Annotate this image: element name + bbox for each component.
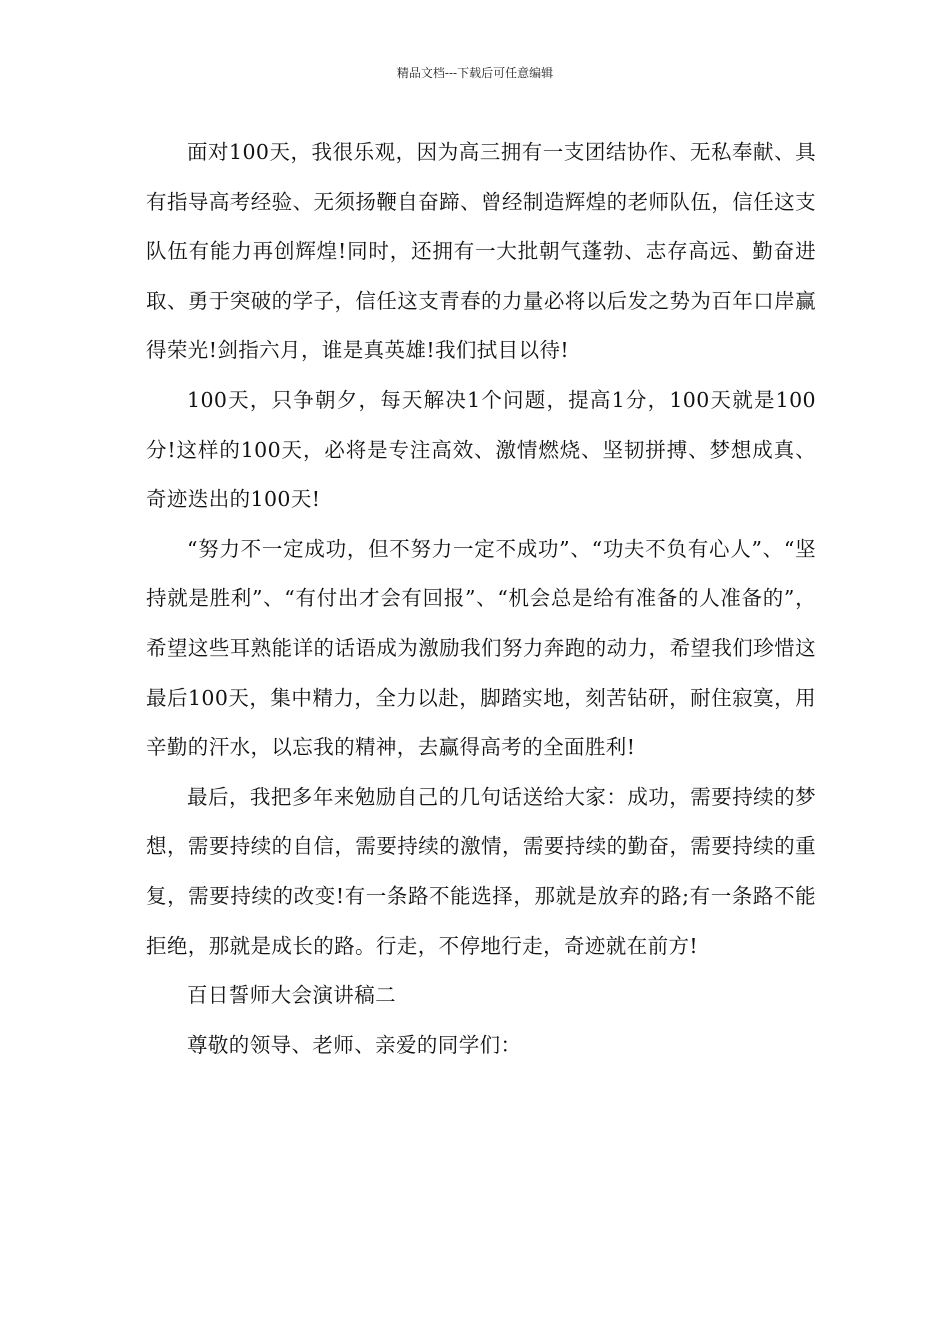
salutation: 尊敬的领导、老师、亲爱的同学们： — [187, 1032, 522, 1057]
paragraph-3: “努力不一定成功，但不努力一定不成功”、“功夫不负有心人”、“坚持就是胜利”、“有付出才会有回报”、“机会总是给有准备的人准备的”，希望这些耳熟能详的话语成为激励我们努力奔跑的动力，希望我们珍惜这最后100天，集中精力，全力以赴，脚踏实地，刻苦钻研，耐住寂寞，用辛勤的汗水，以忘我的精神，去赢得高考的全面胜利! — [146, 536, 816, 760]
document-body — [146, 128, 816, 1070]
paragraph-4: 最后，我把多年来勉励自己的几句话送给大家：成功，需要持续的梦想，需要持续的自信，需要持续的激情，需要持续的勤奋，需要持续的重复，需要持续的改变!有一条路不能选择，那就是放弃的路;有一条路不能拒绝，那就是成长的路。行走，不停地行走，奇迹就在前方! — [146, 784, 816, 958]
paragraph-2: 100天，只争朝夕，每天解决1个问题，提高1分，100天就是100分!这样的100天，必将是专注高效、激情燃烧、坚韧拼搏、梦想成真、奇迹迭出的100天! — [146, 387, 816, 512]
section-title: 百日誓师大会演讲稿二 — [187, 983, 396, 1008]
page-header: 精品文档---下载后可任意编辑 — [396, 66, 554, 80]
paragraph-1: 面对100天，我很乐观，因为高三拥有一支团结协作、无私奉献、具有指导高考经验、无须扬鞭自奋蹄、曾经制造辉煌的老师队伍，信任这支队伍有能力再创辉煌!同时，还拥有一大批朝气蓬勃、志存高远、勤奋进取、勇于突破的学子，信任这支青春的力量必将以后发之势为百年口岸赢得荣光!剑指六月，谁是真英雄!我们拭目以待! — [146, 140, 816, 363]
